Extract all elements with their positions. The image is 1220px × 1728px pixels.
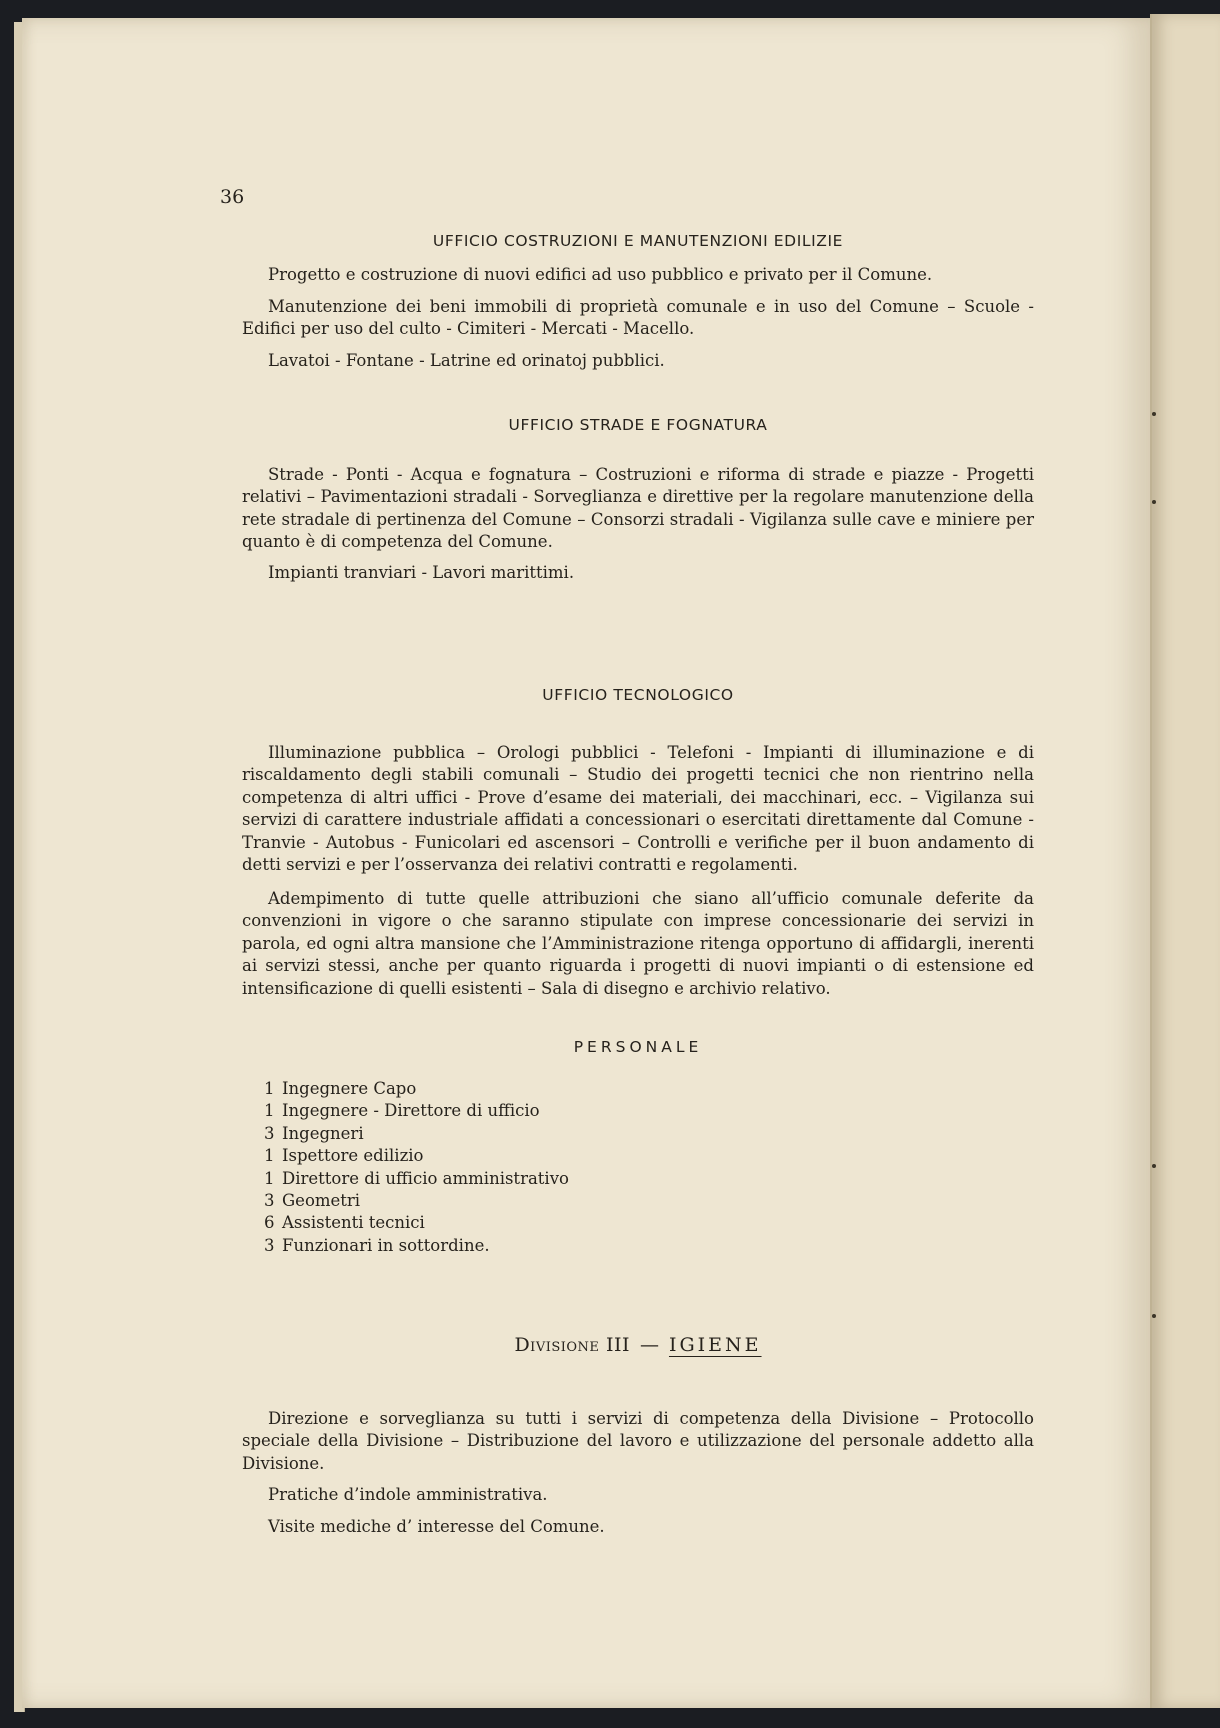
document-page <box>22 18 1150 1708</box>
heading-ufficio-tecnologico: UFFICIO TECNOLOGICO <box>542 686 734 704</box>
heading-ufficio-costruzioni: UFFICIO COSTRUZIONI E MANUTENZIONI EDILIZIE <box>432 232 844 250</box>
paragraph-divisione-1: Direzione e sorveglianza su tutti i servizi di competenza della Divisione – Protocollo speciale della Divisione – Distribuzione del lavoro e utilizzazione del personale addetto alla Divisione. <box>242 1409 1034 1473</box>
heading-personale: PERSONALE <box>573 1038 703 1056</box>
personale-item <box>264 1168 569 1190</box>
paragraph-tecnologico-1: Illuminazione pubblica – Orologi pubblici - Telefoni - Impianti di illuminazione e di riscaldamento degli stabili comunali – Studio dei progetti tecnici che non rientrino nella competenza di altri uffici - Prove d’esame dei materiali, dei macchinari, ecc. – Vigilanza sui servizi di carattere industriale affidati a concessionari o esercitati direttamente dal Comune - Tranvie - Autobus - Funicolari ed ascensori – Controlli e verifiche per il buon andamento di detti servizi e per l’osservanza dei relativi contratti e regolamenti. <box>242 743 1034 875</box>
division-dash: — <box>639 1334 659 1356</box>
personale-qty: 6 <box>264 1213 275 1233</box>
paragraph-strade-1: Strade - Ponti - Acqua e fognatura – Costruzioni e riforma di strade e piazze - Progetti relativi – Pavimentazioni stradali - Sorveglianza e direttive per la regolare manutenzione della rete stradale di pertinenza del Comune – Consorzi stradali - Vigilanza sulle cave e miniere per quanto è di competenza del Comune. <box>242 465 1034 552</box>
page-number: 36 <box>220 186 245 208</box>
personale-role: Ingegnere Capo <box>282 1079 417 1098</box>
binding-mark <box>1152 1314 1156 1318</box>
personale-qty: 1 <box>264 1079 275 1098</box>
paragraph-strade-2: Impianti tranviari - Lavori marittimi. <box>268 563 575 582</box>
binding-mark <box>1152 500 1156 504</box>
personale-role: Assistenti tecnici <box>282 1213 425 1233</box>
personale-qty: 1 <box>264 1168 275 1188</box>
division-title: IGIENE <box>668 1334 762 1356</box>
personale-item <box>264 1212 569 1234</box>
personale-qty: 1 <box>264 1146 275 1166</box>
personale-role: Direttore di ufficio amministrativo <box>282 1168 569 1188</box>
paragraph-divisione-2: Pratiche d’indole amministrativa. <box>268 1485 548 1504</box>
personale-role: Funzionari in sottordine. <box>282 1235 490 1255</box>
paragraph-tecnologico-2: Adempimento di tutte quelle attribuzioni che siano all’ufficio comunale deferite da convenzioni in vigore o che saranno stipulate con imprese concessionarie dei servizi in parola, ed ogni altra mansione che l’Amministrazione ritenga opportuno di affidargli, inerenti ai servizi stessi, anche per quanto riguarda i progetti di nuovi impianti o di estensione ed intensificazione di quelli esistenti – Sala di disegno e archivio relativo. <box>242 889 1034 998</box>
personale-role: Ispettore edilizio <box>282 1146 424 1166</box>
personale-qty: 3 <box>264 1190 275 1210</box>
personale-qty: 1 <box>264 1101 275 1121</box>
personale-item <box>264 1123 569 1145</box>
division-prefix: Divisione III <box>514 1334 630 1356</box>
personale-item <box>264 1078 569 1100</box>
personale-role: Ingegnere - Direttore di ufficio <box>282 1101 540 1121</box>
division-heading <box>242 1334 1034 1356</box>
personale-item <box>264 1100 569 1122</box>
binding-mark <box>1152 1164 1156 1168</box>
personale-qty: 3 <box>264 1235 275 1255</box>
paragraph-costruzioni-2: Manutenzione dei beni immobili di proprietà comunale e in uso del Comune – Scuole - Edifici per uso del culto - Cimiteri - Mercati - Macello. <box>242 297 1034 339</box>
personale-item <box>264 1190 569 1212</box>
paragraph-costruzioni-3: Lavatoi - Fontane - Latrine ed orinatoj pubblici. <box>268 351 665 370</box>
personale-role: Geometri <box>282 1190 361 1210</box>
paragraph-divisione-3: Visite mediche d’ interesse del Comune. <box>268 1517 605 1536</box>
personale-qty: 3 <box>264 1123 275 1143</box>
personale-list <box>264 1078 569 1257</box>
binding-mark <box>1152 412 1156 416</box>
heading-ufficio-strade: UFFICIO STRADE E FOGNATURA <box>508 416 768 434</box>
personale-item <box>264 1145 569 1167</box>
paragraph-costruzioni-1: Progetto e costruzione di nuovi edifici ad uso pubblico e privato per il Comune. <box>268 265 933 284</box>
personale-item <box>264 1235 569 1257</box>
personale-role: Ingegneri <box>282 1123 364 1143</box>
next-page-edge <box>1150 14 1220 1708</box>
